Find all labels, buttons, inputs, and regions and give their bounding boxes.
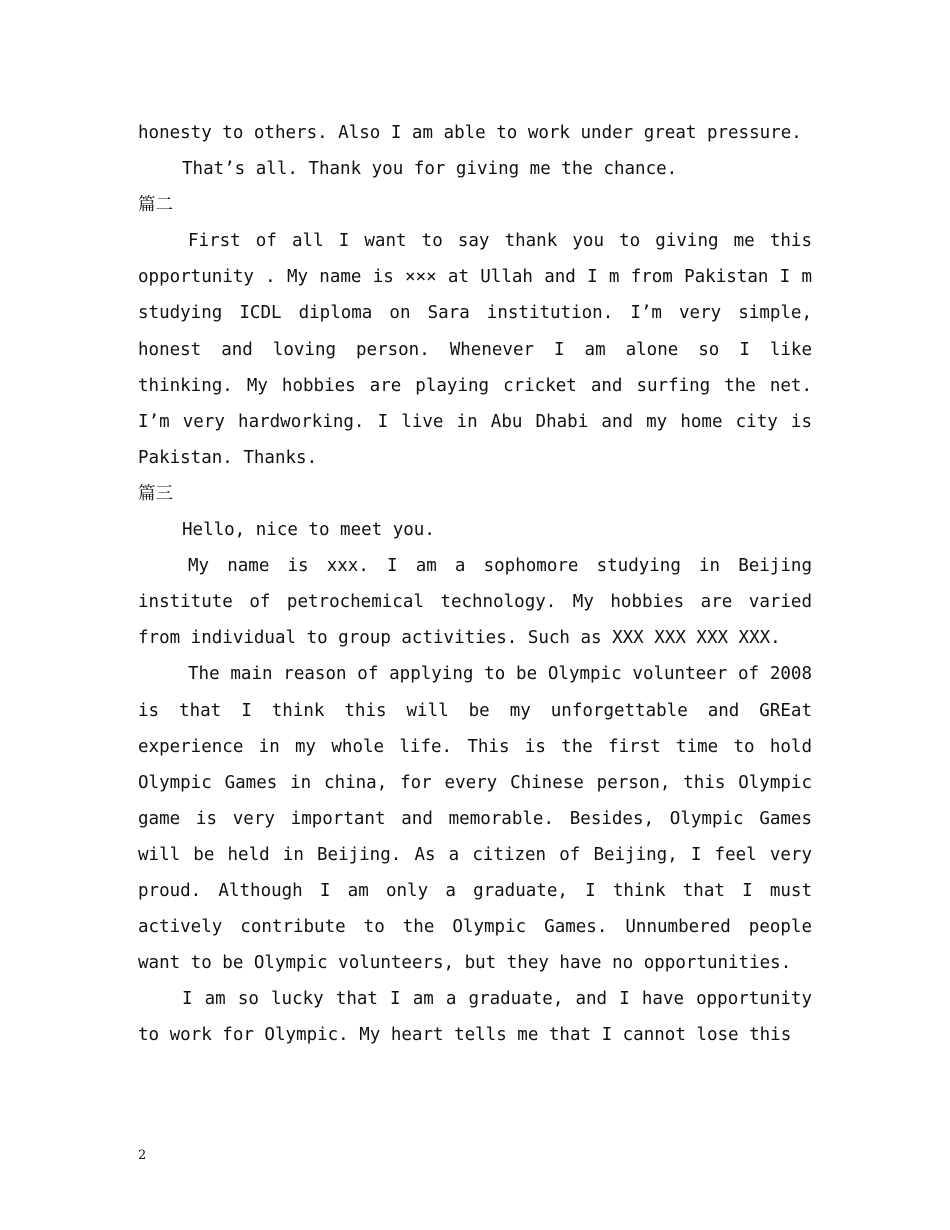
paragraph-main-reason: The main reason of applying to be Olympic volunteer of 2008 is that I think this will be my unforgettable and GREat experience in my whole life. This is the first time to hold Olympic Games in china, for every Chinese person, this Olympic game is very important and memorable. Besides, Olympic Games will be held in Beijing. As a citizen of Beijing, I feel very proud. Although I am only a graduate, I think that I must actively contribute to the Olympic Games. Unnumbered people want to be Olympic volunteers, but they have no opportunities.	[138, 664, 812, 974]
section-heading-2: 篇二	[138, 195, 173, 216]
document-body	[138, 115, 812, 1053]
page-number: 2	[138, 1148, 147, 1163]
paragraph-thanks: That’s all. Thank you for giving me the chance.	[182, 159, 678, 180]
paragraph-lucky: I am so lucky that I am a graduate, and I have opportunity to work for Olympic. My heart tells me that I cannot lose this	[138, 989, 812, 1046]
paragraph-hello: Hello, nice to meet you.	[182, 520, 435, 541]
section-heading-3: 篇三	[138, 483, 173, 504]
paragraph-my-name: My name is xxx. I am a sophomore studying in Beijing institute of petrochemical technology. My hobbies are varied from individual to group activities. Such as XXX XXX XXX XXX.	[138, 556, 812, 649]
paragraph-honesty: honesty to others. Also I am able to work under great pressure.	[138, 123, 802, 143]
paragraph-first-of-all: First of all I want to say thank you to giving me this opportunity . My name is ××× at Ullah and I m from Pakistan I m studying ICDL diploma on Sara institution. I’m very simple, honest and loving person. Whenever I am alone so I like thinking. My hobbies are playing cricket and surfing the net. I’m very hardworking. I live in Abu Dhabi and my home city is Pakistan. Thanks.	[138, 231, 812, 468]
